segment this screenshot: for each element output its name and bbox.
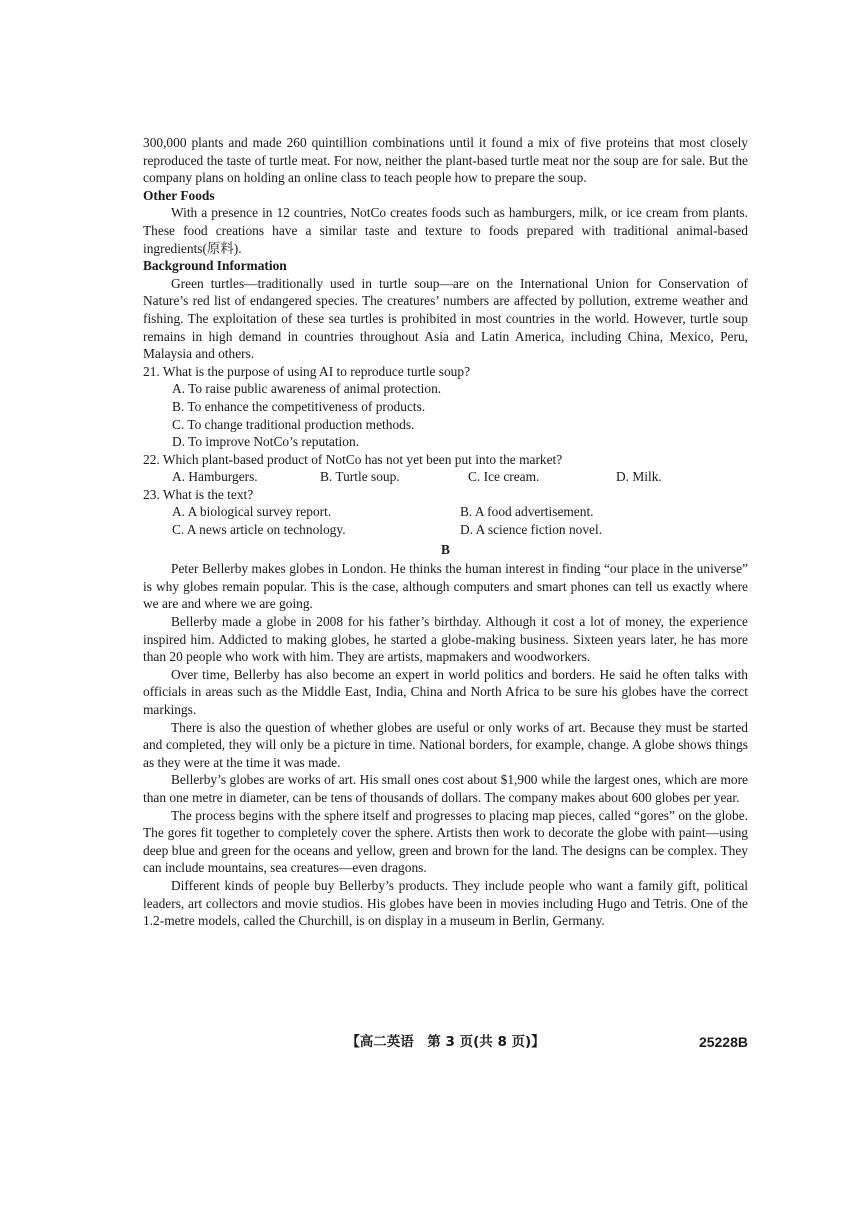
option-d: D. Milk.	[616, 469, 662, 485]
option-a: A. Hamburgers.	[172, 469, 258, 485]
exam-code: 25228B	[698, 1034, 748, 1050]
options-row	[143, 468, 748, 486]
question-22	[143, 451, 748, 486]
paragraph-b-6: The process begins with the sphere itself and progresses to placing map pieces, called “gores” on the globe. The gores fit together to completely cover the sphere. Artists then work to decorate the globe with paint—using deep blue and green for the oceans and yellow, green and brown for the land. The designs can be complex. They can include mountains, sea creatures—even dragons.	[143, 807, 748, 876]
option-a: A. A biological survey report.	[172, 504, 332, 520]
paragraph-b-3: Over time, Bellerby has also become an expert in world politics and borders. He said he often talks with officials in areas such as the Middle East, India, China and North Africa to be sure his globes have the correct markings.	[143, 666, 748, 717]
paragraph-other-foods: With a presence in 12 countries, NotCo creates foods such as hamburgers, milk, or ice cream from plants. These food creations have a similar taste and texture to foods prepared with traditional animal-based ingredients(原料).	[143, 205, 748, 256]
option-d: D. A science fiction novel.	[460, 522, 603, 538]
passage-a-continuation: 300,000 plants and made 260 quintillion combinations until it found a mix of five proteins that most closely reproduced the taste of turtle meat. For now, neither the plant-based turtle meat nor the soup are for sale. But the company plans on holding an online class to teach people how to prepare the soup.	[143, 135, 748, 186]
question-23	[143, 486, 748, 539]
page-label: 【高二英语 第 3 页(共 8 页)】	[346, 1034, 545, 1050]
option-c: C. To change traditional production methods.	[172, 416, 415, 432]
options-row	[143, 521, 748, 539]
option-c: C. A news article on technology.	[172, 522, 346, 538]
question-stem: 21. What is the purpose of using AI to reproduce turtle soup?	[143, 363, 471, 379]
heading-background-information: Background Information	[143, 258, 287, 274]
option-c: C. Ice cream.	[468, 469, 540, 485]
option-b: B. To enhance the competitiveness of products.	[172, 398, 426, 414]
section-b-letter: B	[441, 541, 450, 557]
paragraph-b-4: There is also the question of whether globes are useful or only works of art. Because they must be started and completed, they will only be a picture in time. National borders, for example, change. A globe shows things as they were at the time it was made.	[143, 719, 748, 770]
question-stem: 23. What is the text?	[143, 486, 254, 502]
option-a: A. To raise public awareness of animal protection.	[172, 381, 442, 397]
paragraph-b-5: Bellerby’s globes are works of art. His small ones cost about $1,900 while the largest ones, which are more than one metre in diameter, can be tens of thousands of dollars. The company makes about 600 globes per year.	[143, 772, 748, 805]
paragraph-b-1: Peter Bellerby makes globes in London. He thinks the human interest in finding “our place in the universe” is why globes remain popular. This is the case, although computers and smart phones can tell us exactly where we are and where we are going.	[143, 561, 748, 612]
option-b: B. A food advertisement.	[460, 504, 594, 520]
options-row	[143, 503, 748, 521]
question-stem: 22. Which plant-based product of NotCo has not yet been put into the market?	[143, 451, 563, 467]
heading-other-foods: Other Foods	[143, 187, 215, 203]
paragraph-b-2: Bellerby made a globe in 2008 for his father’s birthday. Although it cost a lot of money, the experience inspired him. Addicted to making globes, he started a globe-making business. Sixteen years later, he has more than 20 people who work with him. They are artists, mapmakers and woodworkers.	[143, 614, 748, 665]
option-b: B. Turtle soup.	[320, 469, 400, 485]
question-21	[143, 363, 748, 451]
option-d: D. To improve NotCo’s reputation.	[172, 434, 360, 450]
paragraph-b-7: Different kinds of people buy Bellerby’s products. They include people who want a family gift, political leaders, art collectors and movie studios. His globes have been in movies including Hugo and Tetris. One of the 1.2-metre models, called the Churchill, is on display in a museum in Berlin, Germany.	[143, 877, 748, 929]
paragraph-background: Green turtles—traditionally used in turtle soup—are on the International Union for Conservation of Nature’s red list of endangered species. The creatures’ numbers are affected by pollution, extreme weather and fishing. The exploitation of these sea turtles is prohibited in most countries in the world. However, turtle soup remains in high demand in countries throughout Asia and Latin America, including China, Mexico, Peru, Malaysia and others.	[143, 275, 748, 362]
